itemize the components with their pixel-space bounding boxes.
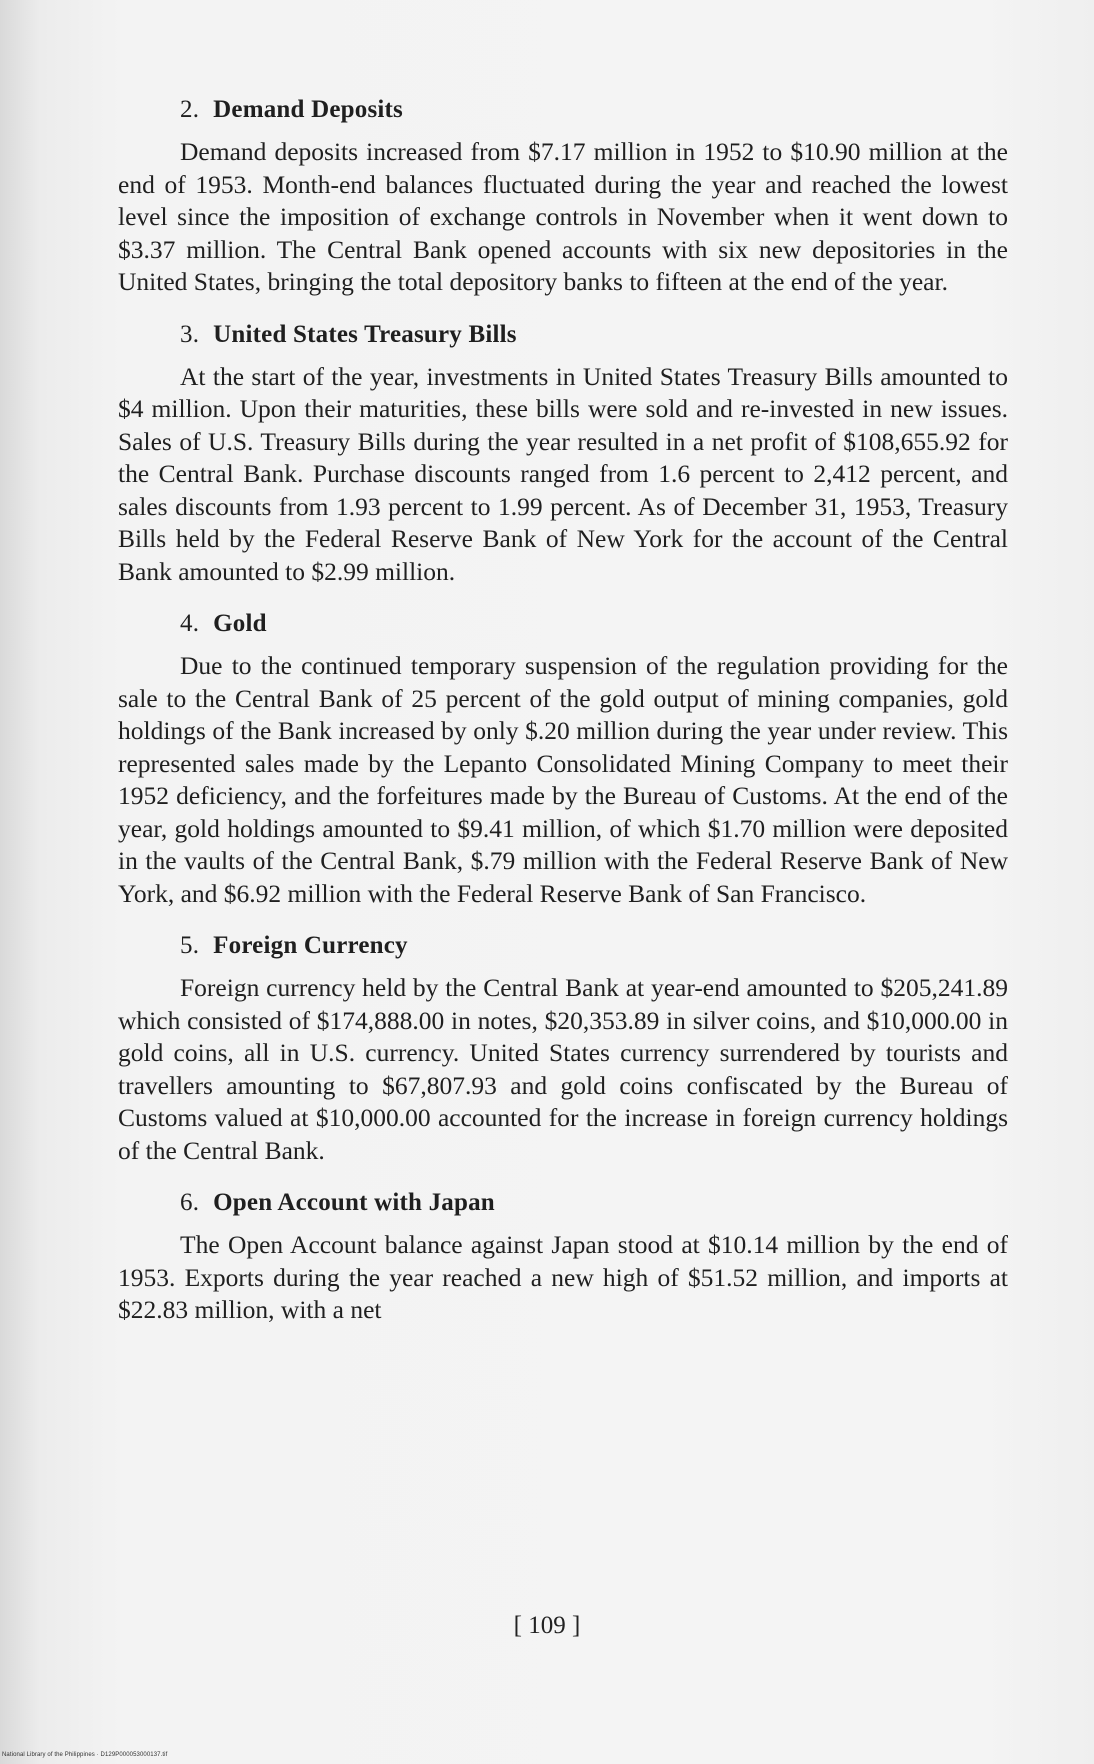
section-demand-deposits	[118, 96, 1008, 299]
section-paragraph: Due to the continued temporary suspension of the regulation providing for the sale to the Central Bank of 25 percent of the gold output of mining companies, gold holdings of the Bank increased by only $.20 million during the year under review. This represented sales made by the Lepanto Consolidated Mining Company to meet their 1952 deficiency, and the forfeitures made by the Bureau of Customs. At the end of the year, gold holdings amounted to $9.41 million, of which $1.70 million were deposited in the vaults of the Central Bank, $.79 million with the Federal Reserve Bank of New York, and $6.92 million with the Federal Reserve Bank of San Francisco.	[118, 651, 1008, 908]
section-number: 6.	[180, 1189, 200, 1216]
microfilm-label: National Library of the Philippines · D129P000053000137.tif	[2, 1752, 168, 1758]
section-title: Demand Deposits	[213, 96, 403, 123]
section-heading	[180, 321, 1008, 349]
section-heading	[180, 1189, 1008, 1217]
section-number: 3.	[180, 320, 200, 348]
section-heading	[180, 610, 1008, 638]
section-foreign-currency	[118, 932, 1008, 1167]
section-paragraph: At the start of the year, investments in United States Treasury Bills amounted to $4 million. Upon their maturities, these bills were sold and re-invested in new issues. Sales of U.S. Treasury Bills during the year resulted in a net profit of $108,655.92 for the Central Bank. Purchase discounts ranged from 1.6 percent to 2,412 percent, and sales discounts from 1.93 percent to 1.99 percent. As of December 31, 1953, Treasury Bills held by the Federal Reserve Bank of New York for the account of the Central Bank amounted to $2.99 million.	[118, 361, 1008, 586]
section-treasury-bills	[118, 321, 1008, 589]
page-content	[118, 96, 1008, 1349]
section-title: Foreign Currency	[213, 932, 408, 959]
section-paragraph: The Open Account balance against Japan stood at $10.14 million by the end of 1953. Exports during the year reached a new high of $51.52 million, and imports at $22.83 million, with a net	[118, 1230, 1008, 1324]
section-number: 2.	[180, 96, 200, 123]
section-paragraph: Demand deposits increased from $7.17 million in 1952 to $10.90 million at the end of 1953. Month-end balances fluctuated during the year and reached the lowest level since the imposition of exchange controls in November when it went down to $3.37 million. The Central Bank opened accounts with six new depositories in the United States, bringing the total depository banks to fifteen at the end of the year.	[118, 137, 1008, 296]
section-title: Gold	[213, 610, 267, 637]
page-number: [ 109 ]	[513, 1612, 581, 1639]
section-number: 5.	[180, 932, 200, 959]
section-heading	[180, 932, 1008, 960]
section-title: Open Account with Japan	[213, 1189, 495, 1216]
section-number: 4.	[180, 610, 200, 637]
section-open-account-japan	[118, 1189, 1008, 1327]
section-gold	[118, 610, 1008, 910]
section-heading	[180, 96, 1008, 124]
section-title: United States Treasury Bills	[213, 320, 517, 348]
section-paragraph: Foreign currency held by the Central Bank at year-end amounted to $205,241.89 which consisted of $174,888.00 in notes, $20,353.89 in silver coins, and $10,000.00 in gold coins, all in U.S. currency. United States currency surrendered by tourists and travellers amounting to $67,807.93 and gold coins confiscated by the Bureau of Customs valued at $10,000.00 accounted for the increase in foreign currency holdings of the Central Bank.	[118, 973, 1008, 1165]
